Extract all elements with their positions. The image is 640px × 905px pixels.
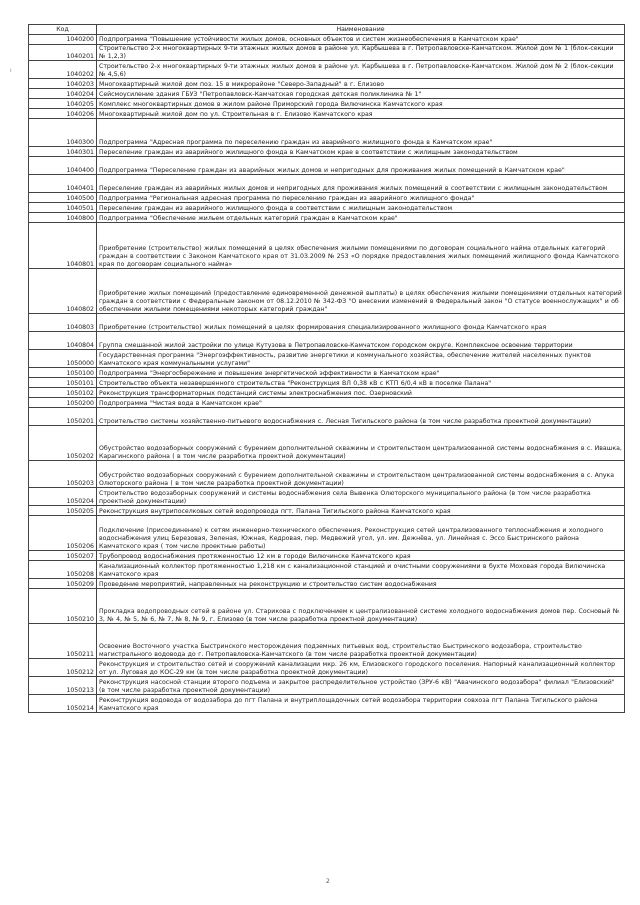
- table-row: [29, 388, 625, 398]
- row-code: 1040500: [29, 193, 97, 203]
- row-name: Реконструкция и строительство сетей и сооружений канализации мкр. 26 км, Елизовского городского поселения. Напорный канализационный коллектор от ул. Луговая до КОС-29 км (в том числе разработка проектной документации): [97, 659, 625, 677]
- row-code: 1050201: [29, 408, 97, 426]
- row-code: 1040802: [29, 269, 97, 314]
- row-name: Строительство 2-х многоквартирных 9-ти этажных жилых домов в районе ул. Карбышева в г. Петропавловске-Камчатском. Жилой дом № 2 (блок-секции № 4,5,6): [97, 61, 625, 79]
- table-row: [29, 378, 625, 388]
- row-name: Подпрограмма "Повышение устойчивости жилых домов, основных объектов и систем жизнеобеспечения в Камчатском крае": [97, 35, 625, 45]
- row-code: 1040205: [29, 99, 97, 109]
- table-row: [29, 695, 625, 713]
- row-code: 1050101: [29, 378, 97, 388]
- table-row: [29, 398, 625, 408]
- row-code: 1050211: [29, 624, 97, 659]
- row-code: 1040301: [29, 147, 97, 157]
- table-row: [29, 109, 625, 119]
- row-code: 1040803: [29, 314, 97, 332]
- row-name: Подпрограмма "Переселение граждан из аварийных жилых домов и непригодных для проживания жилых помещений в Камчатском крае": [97, 157, 625, 175]
- table-row: [29, 408, 625, 426]
- row-name: Подпрограмма "Чистая вода в Камчатском крае": [97, 398, 625, 408]
- table-row: [29, 223, 625, 269]
- budget-classification-table: [28, 24, 625, 713]
- table-row: [29, 79, 625, 89]
- row-code: 1040501: [29, 203, 97, 213]
- row-code: 1050206: [29, 516, 97, 551]
- row-code: 1050200: [29, 398, 97, 408]
- row-name: Многоквартирный жилой дом поз. 15 в микрорайоне "Северо-Западный" в г. Елизово: [97, 79, 625, 89]
- table-row: [29, 426, 625, 461]
- row-code: 1040300: [29, 119, 97, 147]
- table-row: [29, 203, 625, 213]
- row-name: Обустройство водозаборных сооружений с бурением дополнительной скважины и строительством централизованной системы водоснабжения в с. Апука Олюторского района ( в том числе разработка проектной документации): [97, 461, 625, 488]
- name-column-header: Наименование: [97, 25, 625, 35]
- table-row: [29, 99, 625, 109]
- page-number: 2: [326, 878, 330, 885]
- row-name: Проведение мероприятий, направленных на реконструкцию и строительство систем водоснабжения: [97, 579, 625, 589]
- row-name: Подпрограмма "Региональная адресная программа по переселению граждан из аварийного жилищного фонда": [97, 193, 625, 203]
- table-row: [29, 579, 625, 589]
- row-code: 1040400: [29, 157, 97, 175]
- row-name: Строительство 2-х многоквартирных 9-ти этажных жилых домов в районе ул. Карбышева в г. Петропавловске-Камчатском. Жилой дом № 1 (блок-секции № 1,2,3): [97, 45, 625, 61]
- row-name: Приобретение (строительство) жилых помещений в целях формирования специализированного жилищного фонда Камчатского края: [97, 314, 625, 332]
- row-code: 1040200: [29, 35, 97, 45]
- row-name: Реконструкция трансформаторных подстанций системы электроснабжения пос. Озерновский: [97, 388, 625, 398]
- table-row: [29, 516, 625, 551]
- table-row: [29, 461, 625, 488]
- row-name: Реконструкция насосной станции второго подъема и закрытое распределительное устройство (ЗРУ-6 кВ) "Авачинского водозабора" филиал "Елизовский" (в том числе разработка проектной документации): [97, 677, 625, 695]
- table-row: [29, 193, 625, 203]
- table-row: [29, 119, 625, 147]
- row-code: 1050204: [29, 488, 97, 506]
- row-code: 1050100: [29, 368, 97, 378]
- table-row: [29, 506, 625, 516]
- table-row: [29, 175, 625, 193]
- table-row: [29, 624, 625, 659]
- row-code: 1050202: [29, 426, 97, 461]
- row-name: Канализационный коллектор протяженностью 1,218 км с канализационной станцией и очистными сооружениями в бухте Моховая города Вилючинска Камчатского края: [97, 561, 625, 579]
- row-code: 1050208: [29, 561, 97, 579]
- table-row: [29, 677, 625, 695]
- row-name: Государственная программа "Энергоэффективность, развитие энергетики и коммунального хозяйства, обеспечение жителей населенных пунктов Камчатского края коммунальными услугами": [97, 350, 625, 368]
- row-code: 1050102: [29, 388, 97, 398]
- row-name: Подпрограмма "Энергосбережение и повышение энергетической эффективности в Камчатском крае": [97, 368, 625, 378]
- table-row: [29, 45, 625, 61]
- row-code: 1050000: [29, 350, 97, 368]
- code-column-header: Код: [29, 25, 97, 35]
- row-name: Подпрограмма "Адресная программа по переселению граждан из аварийного жилищного фонда в Камчатском крае": [97, 119, 625, 147]
- row-code: 1040206: [29, 109, 97, 119]
- table-row: [29, 269, 625, 314]
- row-code: 1040804: [29, 332, 97, 350]
- row-name: Многоквартирный жилой дом по ул. Строительная в г. Елизово Камчатского края: [97, 109, 625, 119]
- row-name: Строительство объекта незавершенного строительства "Реконструкция ВЛ 0,38 кВ с КТП 6/0,4 кВ в поселке Палана": [97, 378, 625, 388]
- table-row: [29, 561, 625, 579]
- row-code: 1050203: [29, 461, 97, 488]
- row-code: 1040401: [29, 175, 97, 193]
- row-name: Реконструкция внутрипоселковых сетей водопровода пгт. Палана Тигильского района Камчатского края: [97, 506, 625, 516]
- table-row: [29, 589, 625, 624]
- table-row: [29, 147, 625, 157]
- row-name: Сейсмоусиление здания ГБУЗ "Петропавловск-Камчатская городская детская поликлиника № 1": [97, 89, 625, 99]
- row-name: Переселение граждан из аварийных жилых домов и непригодных для проживания жилых помещений в соответствии с жилищным законодательством: [97, 175, 625, 193]
- table-body: [29, 35, 625, 713]
- row-name: Прокладка водопроводных сетей в районе ул. Старикова с подключением к централизованной системе холодного водоснабжения домов пер. Сосновый № 3, № 4, № 5, № 6, № 7, № 8, № 9, г. Елизово (в том числе разработка проектной документации): [97, 589, 625, 624]
- table-header-row: [29, 25, 625, 35]
- row-code: 1040800: [29, 213, 97, 223]
- row-name: Обустройство водозаборных сооружений с бурением дополнительной скважины и строительством централизованной системы водоснабжения в с. Ивашка, Карагинского района ( в том числе разработка проектной документации): [97, 426, 625, 461]
- row-name: Группа смешанной жилой застройки по улице Кутузова в Петропавловске-Камчатском городском округе. Комплексное освоение территории: [97, 332, 625, 350]
- row-code: 1050213: [29, 677, 97, 695]
- table-row: [29, 314, 625, 332]
- row-name: Комплекс многоквартирных домов в жилом районе Приморский города Вилючинска Камчатского края: [97, 99, 625, 109]
- table-row: [29, 61, 625, 79]
- row-name: Освоение Восточного участка Быстринского месторождения подземных питьевых вод, строительство Быстринского водозабора, строительство магистрального водовода до г. Петропавловска-Камчатского (в том числе разработка проектной документации): [97, 624, 625, 659]
- row-code: 1040201: [29, 45, 97, 61]
- row-code: 1050207: [29, 551, 97, 561]
- table-row: [29, 368, 625, 378]
- table-row: [29, 89, 625, 99]
- row-code: 1040801: [29, 223, 97, 269]
- table-row: [29, 551, 625, 561]
- row-code: 1050212: [29, 659, 97, 677]
- row-code: 1050205: [29, 506, 97, 516]
- row-code: 1050214: [29, 695, 97, 713]
- margin-mark: ı: [10, 67, 12, 74]
- table-row: [29, 332, 625, 350]
- row-name: Приобретение (строительство) жилых помещений в целях обеспечения жилыми помещениями по договорам социального найма отдельных категорий граждан в соответствии с Законом Камчатского края от 31.03.2009 № 253 «О порядке предоставления жилых помещений жилищного фонда Камчатского края по договорам социального найма»: [97, 223, 625, 269]
- row-code: 1050210: [29, 589, 97, 624]
- row-code: 1040204: [29, 89, 97, 99]
- row-name: Реконструкция водовода от водозабора до пгт Палана и внутриплощадочных сетей водозабора территории совхоза пгт Палана Тигильского района Камчатского края: [97, 695, 625, 713]
- row-name: Приобретение жилых помещений (предоставление единовременной денежной выплаты) в целях обеспечения жилыми помещениями отдельных категорий граждан в соответствии с Федеральным законом от 08.12.2010 № 342-ФЗ "О внесении изменений в Федеральный закон "О статусе военнослужащих" и об обеспечении жилыми помещениями некоторых категорий граждан": [97, 269, 625, 314]
- row-name: Подпрограмма "Обеспечение жильем отдельных категорий граждан в Камчатском крае": [97, 213, 625, 223]
- table-row: [29, 213, 625, 223]
- table-row: [29, 488, 625, 506]
- row-name: Подключение (присоединение) к сетям инженерно-технического обеспечения. Реконструкция сетей централизованного теплоснабжения и холодного водоснабжения улиц Березовая, Зеленая, Южная, Кедровая, пер. Медвежий угол, ул. им. Дежнёва, ул. Линейная с. Эссо Быстринского района Камчатского края ( том числе проектные работы): [97, 516, 625, 551]
- table-row: [29, 659, 625, 677]
- table-row: [29, 35, 625, 45]
- row-name: Переселение граждан из аварийного жилищного фонда в Камчатском крае в соответствии с жилищным законодательством: [97, 147, 625, 157]
- table-row: [29, 350, 625, 368]
- row-name: Трубопровод водоснабжения протяженностью 12 км в городе Вилючинске Камчатского края: [97, 551, 625, 561]
- row-code: 1040203: [29, 79, 97, 89]
- row-name: Переселение граждан из аварийного жилищного фонда в соответствии с жилищным законодательством: [97, 203, 625, 213]
- row-code: 1040202: [29, 61, 97, 79]
- table-row: [29, 157, 625, 175]
- row-name: Строительство системы хозяйственно-питьевого водоснабжения с. Лесная Тигильского района (в том числе разработка проектной документации): [97, 408, 625, 426]
- row-name: Строительство водозаборных сооружений и системы водоснабжения села Вывенка Олюторского муниципального района (в том числе разработка проектной документации): [97, 488, 625, 506]
- row-code: 1050209: [29, 579, 97, 589]
